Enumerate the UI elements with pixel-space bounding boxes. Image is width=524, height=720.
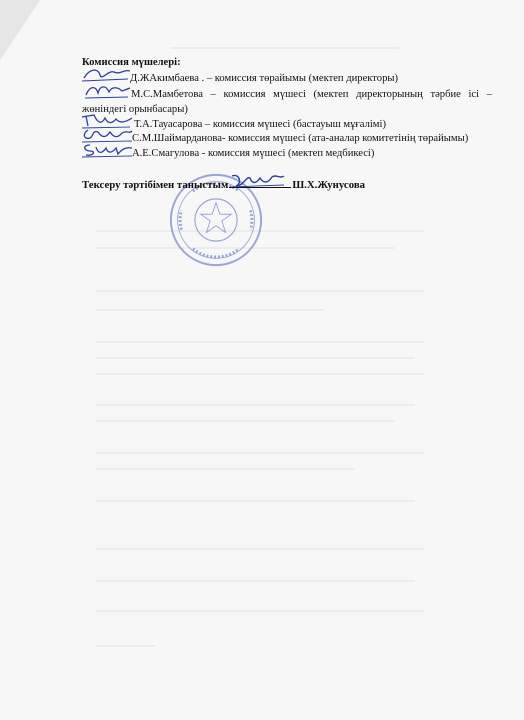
member-mambetova: [82, 89, 492, 101]
member-text: С.М.Шаймарданова- комиссия мүшесі (ата-аналар комитетінің төрайымы): [132, 133, 469, 144]
member-shaimardanova: [82, 133, 492, 145]
member-smagulova: [82, 148, 492, 160]
member-tauasarova: [82, 119, 492, 131]
signature-underline: [229, 187, 291, 188]
acknowledgement-label: Тексеру тәртібімен таныстым: [82, 179, 229, 191]
member-text: А.Е.Смагулова - комиссия мүшесі (мектеп медбикесі): [132, 148, 375, 159]
commission-members-heading: Комиссия мүшелері:: [82, 57, 181, 68]
acknowledgement-line: [82, 179, 365, 191]
member-text: М.С.Мамбетова – комиссия мүшесі (мектеп директорының тәрбие ісі –: [131, 89, 492, 100]
member-text: Т.А.Тауасарова – комиссия мүшесі (бастауыш мұғалімі): [134, 119, 386, 130]
member-mambetova-continuation: жөніндегі орынбасары): [82, 104, 188, 115]
member-akimbaeva: [82, 73, 492, 85]
member-text: Д.ЖАкимбаева . – комиссия төрайымы (мектеп директоры): [130, 73, 399, 84]
acknowledgement-name: Ш.Х.Жунусова: [292, 179, 366, 191]
